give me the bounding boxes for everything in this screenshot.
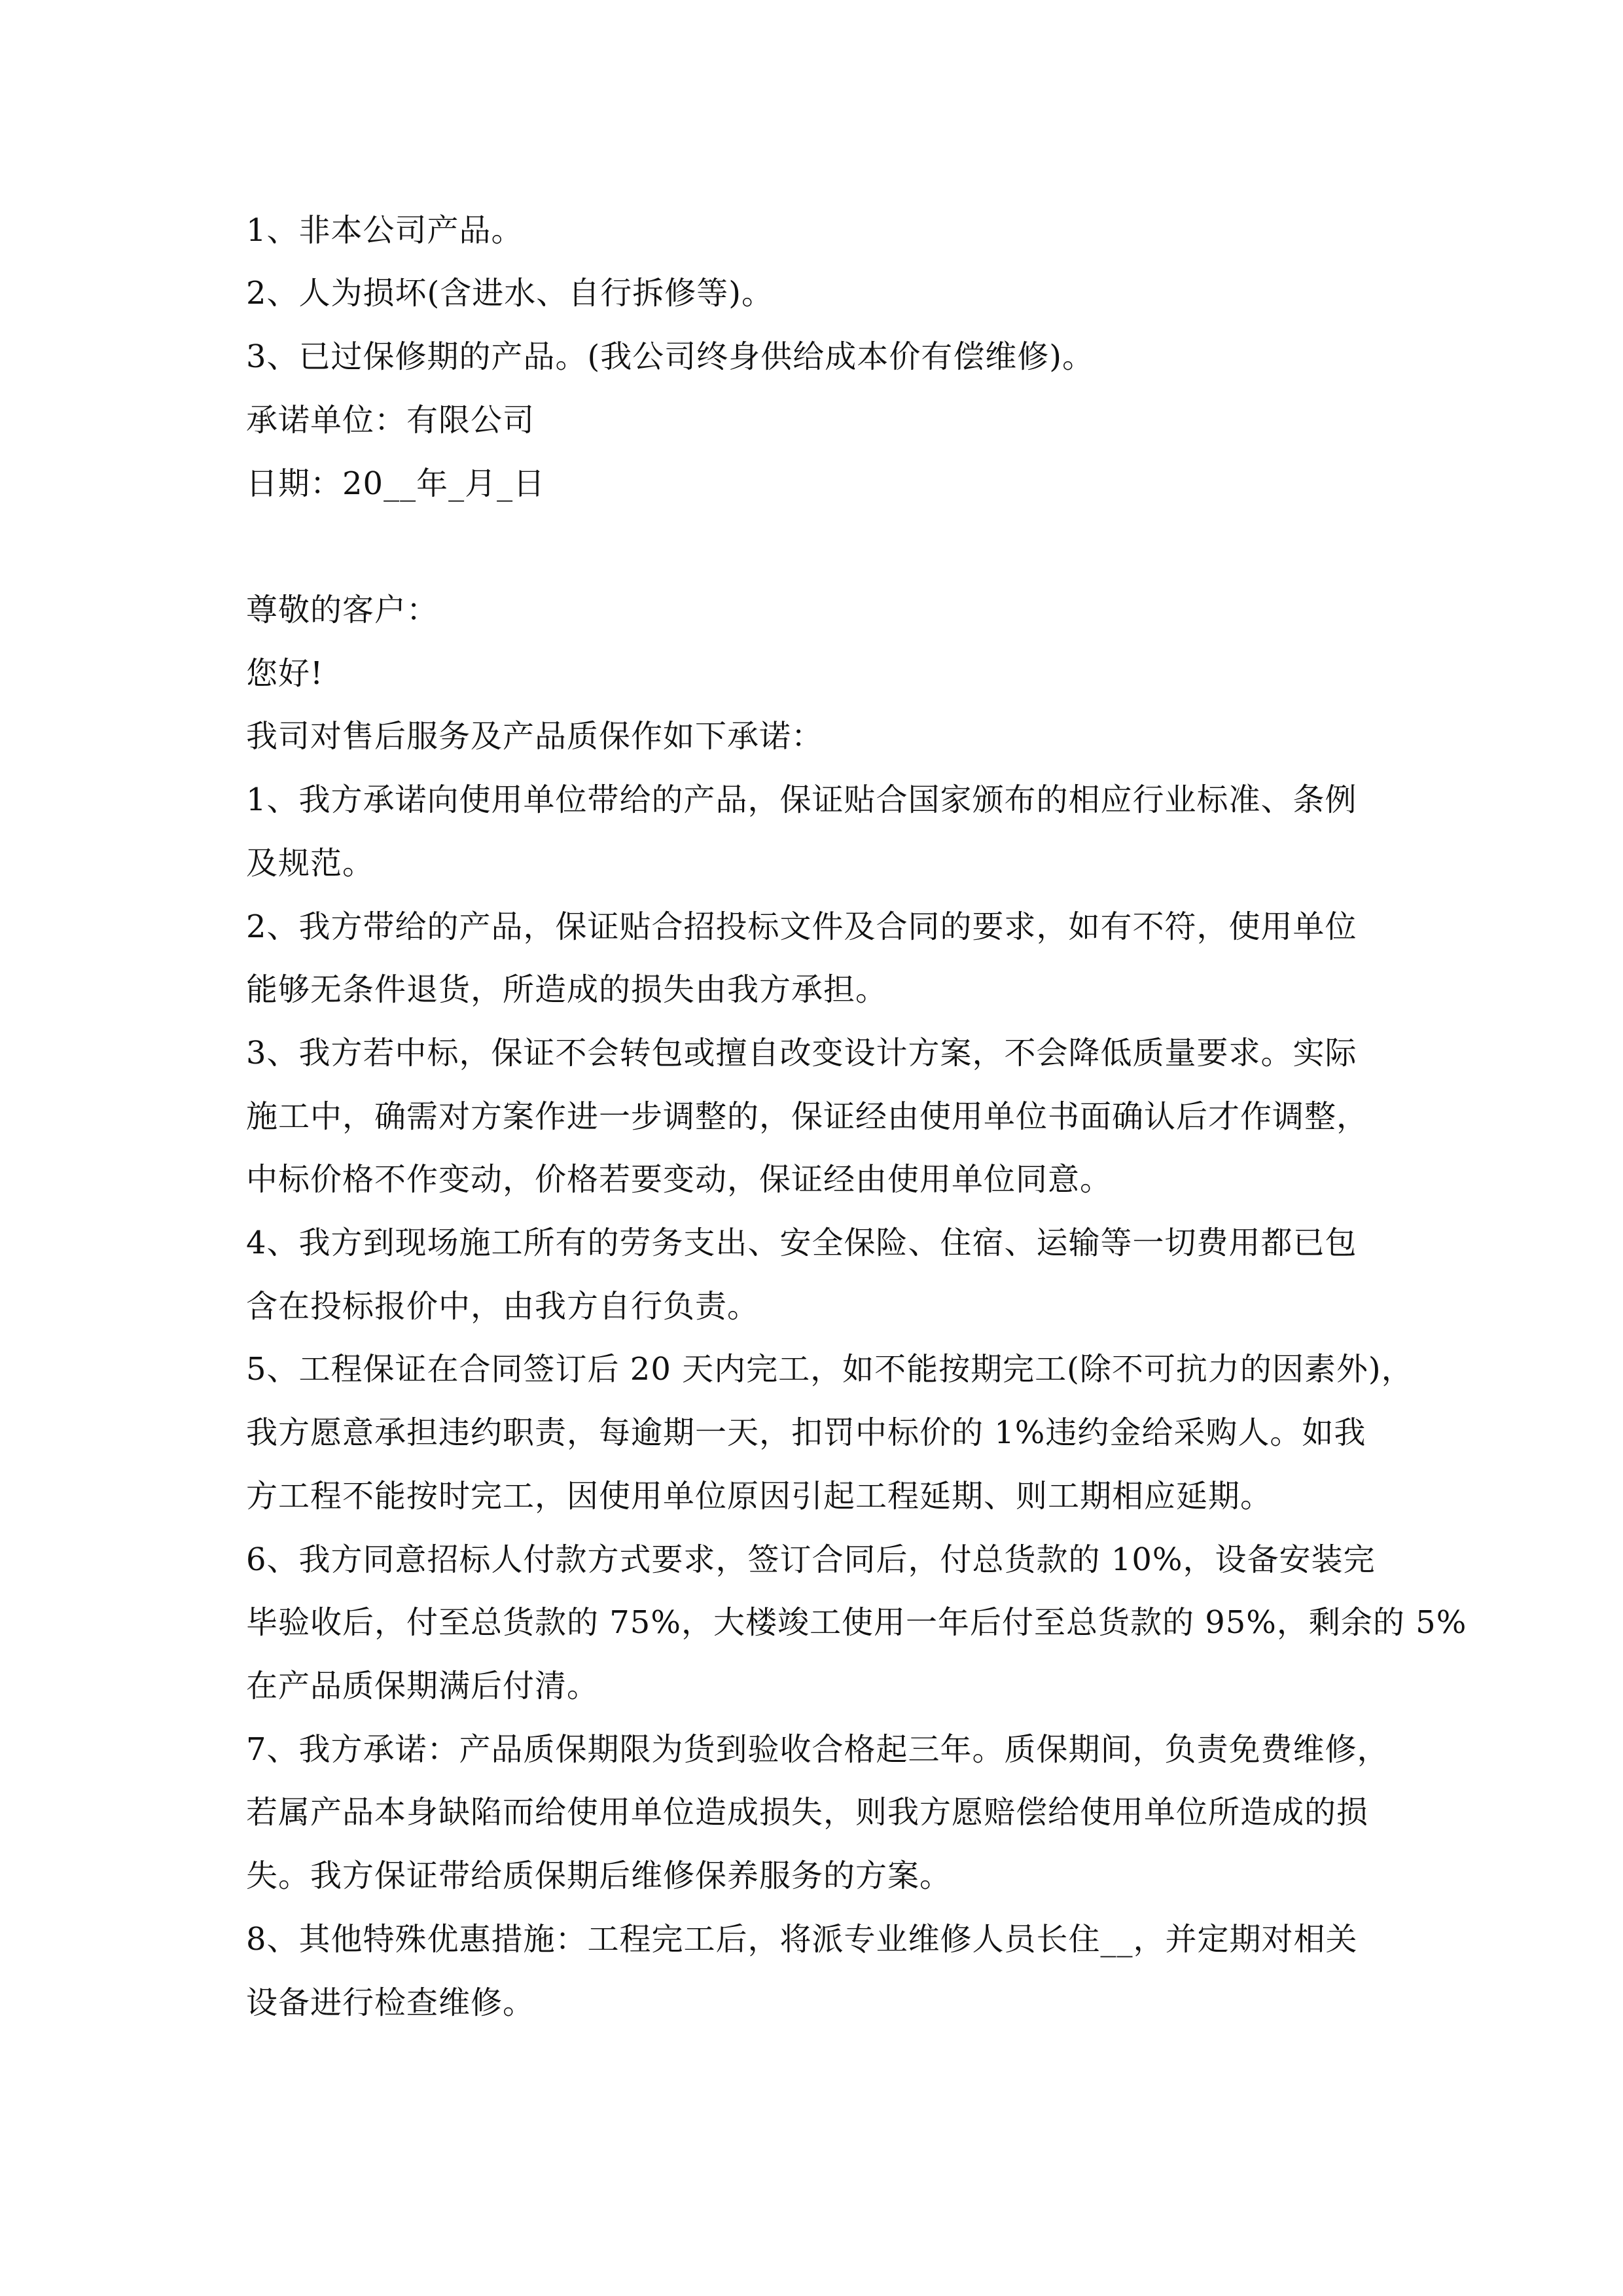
- promise-7-line-2: 若属产品本身缺陷而给使用单位造成损失，则我方愿赔偿给使用单位所造成的损: [246, 1794, 1369, 1831]
- promise-6-line-2: 毕验收后，付至总货款的 75%，大楼竣工使用一年后付至总货款的 95%，剩余的 5%: [246, 1604, 1467, 1641]
- promise-3-line-2: 施工中，确需对方案作进一步调整的，保证经由使用单位书面确认后才作调整，: [246, 1098, 1369, 1135]
- promise-5-line-3: 方工程不能按时完工，因使用单位原因引起工程延期、则工期相应延期。: [246, 1478, 1273, 1515]
- promise-6-line-1: 6、我方同意招标人付款方式要求，签订合同后，付总货款的 10%，设备安装完: [246, 1541, 1376, 1578]
- promise-8-line-1: 8、其他特殊优惠措施：工程完工后，将派专业维修人员长住__，并定期对相关: [246, 1921, 1358, 1958]
- promise-6-line-3: 在产品质保期满后付清。: [246, 1668, 599, 1704]
- exclusion-item-3: 3、已过保修期的产品。(我公司终身供给成本价有偿维修)。: [246, 338, 1094, 375]
- promise-1-line-2: 及规范。: [246, 845, 375, 882]
- letter-salutation: 尊敬的客户：: [246, 592, 439, 628]
- promise-unit: 承诺单位：有限公司: [246, 402, 535, 439]
- promise-4-line-1: 4、我方到现场施工所有的劳务支出、安全保险、住宿、运输等一切费用都已包: [246, 1225, 1357, 1261]
- promise-4-line-2: 含在投标报价中，由我方自行负责。: [246, 1288, 760, 1325]
- promise-7-line-3: 失。我方保证带给质保期后维修保养服务的方案。: [246, 1857, 952, 1894]
- promise-3-line-3: 中标价格不作变动，价格若要变动，保证经由使用单位同意。: [246, 1161, 1113, 1198]
- exclusion-item-2: 2、人为损坏(含进水、自行拆修等)。: [246, 275, 774, 312]
- promise-3-line-1: 3、我方若中标，保证不会转包或擅自改变设计方案，不会降低质量要求。实际: [246, 1035, 1357, 1071]
- promise-1-line-1: 1、我方承诺向使用单位带给的产品，保证贴合国家颁布的相应行业标准、条例: [246, 781, 1357, 818]
- promise-date: 日期：20__年_月_日: [246, 465, 546, 502]
- promise-5-line-1: 5、工程保证在合同签订后 20 天内完工，如不能按期完工(除不可抗力的因素外)，: [246, 1351, 1414, 1388]
- promise-8-line-2: 设备进行检查维修。: [246, 1984, 535, 2021]
- promise-2-line-2: 能够无条件退货，所造成的损失由我方承担。: [246, 971, 888, 1008]
- promise-5-line-2: 我方愿意承担违约职责，每逾期一天，扣罚中标价的 1%违约金给采购人。如我: [246, 1414, 1366, 1451]
- promise-2-line-1: 2、我方带给的产品，保证贴合招投标文件及合同的要求，如有不符，使用单位: [246, 908, 1357, 945]
- promise-7-line-1: 7、我方承诺：产品质保期限为货到验收合格起三年。质保期间，负责免费维修，: [246, 1731, 1389, 1768]
- letter-intro: 我司对售后服务及产品质保作如下承诺：: [246, 718, 824, 755]
- exclusion-item-1: 1、非本公司产品。: [246, 212, 524, 249]
- letter-greeting: 您好!: [246, 655, 324, 692]
